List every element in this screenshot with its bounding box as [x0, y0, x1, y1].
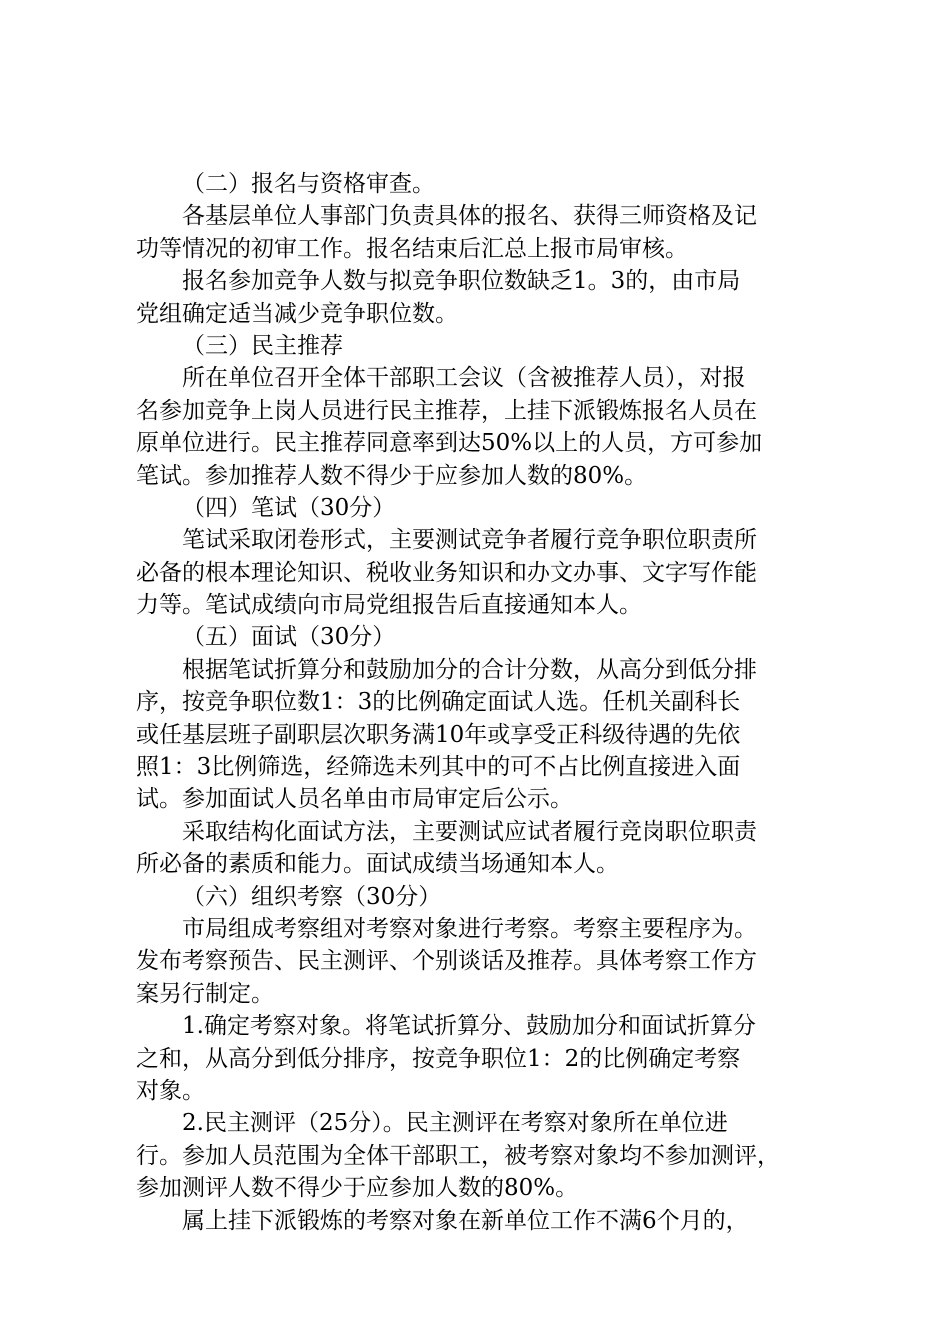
paragraph-line: 之和，从高分到低分排序，按竞争职位1：2的比例确定考察: [136, 1045, 741, 1072]
paragraph-line: 对象。: [136, 1077, 205, 1104]
paragraph-line: 名参加竞争上岗人员进行民主推荐，上挂下派锻炼报名人员在: [136, 397, 757, 424]
paragraph-line: 功等情况的初审工作。报名结束后汇总上报市局审核。: [136, 235, 688, 262]
section-heading: （二）报名与资格审查。: [182, 171, 435, 197]
paragraph-line: 发布考察预告、民主测评、个别谈话及推荐。具体考察工作方: [136, 948, 757, 975]
paragraph-line: 市局组成考察组对考察对象进行考察。考察主要程序为。: [182, 915, 757, 942]
document-body: [136, 168, 826, 1237]
paragraph-line: 参加测评人数不得少于应参加人数的80%。: [136, 1175, 579, 1202]
paragraph-line: 属上挂下派锻炼的考察对象在新单位工作不满6个月的，: [182, 1207, 749, 1234]
section-heading: （六）组织考察（30分）: [182, 883, 442, 910]
section-heading: （五）面试（30分）: [182, 624, 396, 651]
paragraph-line: 报名参加竞争人数与拟竞争职位数缺乏1。3的，由市局: [182, 268, 741, 295]
paragraph-line: 案另行制定。: [136, 980, 274, 1007]
paragraph-line: 所在单位召开全体干部职工会议（含被推荐人员），对报: [182, 365, 746, 392]
paragraph-line: 根据笔试折算分和鼓励加分的合计分数，从高分到低分排: [182, 656, 757, 683]
section-heading: （三）民主推荐: [182, 332, 343, 359]
paragraph-line: 采取结构化面试方法，主要测试应试者履行竞岗职位职责: [182, 818, 757, 845]
paragraph-line: 试。参加面试人员名单由市局审定后公示。: [136, 786, 573, 813]
paragraph-line: 或任基层班子副职层次职务满10年或享受正科级待遇的先依: [136, 721, 741, 748]
paragraph-line: 原单位进行。民主推荐同意率到达50%以上的人员，方可参加: [136, 430, 763, 457]
paragraph-line: 1.确定考察对象。将笔试折算分、鼓励加分和面试折算分: [182, 1013, 756, 1040]
paragraph-line: 笔试。参加推荐人数不得少于应参加人数的80%。: [136, 462, 648, 489]
paragraph-line: 行。参加人员范围为全体干部职工，被考察对象均不参加测评，: [136, 1142, 780, 1169]
paragraph-line: 笔试采取闭卷形式，主要测试竞争者履行竞争职位职责所: [182, 527, 757, 554]
paragraph-line: 所必备的素质和能力。面试成绩当场通知本人。: [136, 851, 619, 878]
paragraph-line: 各基层单位人事部门负责具体的报名、获得三师资格及记: [182, 203, 757, 230]
paragraph-line: 党组确定适当减少竞争职位数。: [136, 300, 458, 327]
paragraph-line: 必备的根本理论知识、税收业务知识和办文办事、文字写作能: [136, 559, 757, 586]
section-heading: （四）笔试（30分）: [182, 494, 396, 521]
paragraph-line: 照1：3比例筛选，经筛选未列其中的可不占比例直接进入面: [136, 754, 741, 781]
paragraph-line: 2.民主测评（25分）。民主测评在考察对象所在单位进: [182, 1110, 728, 1137]
paragraph-line: 力等。笔试成绩向市局党组报告后直接通知本人。: [136, 592, 642, 619]
paragraph-line: 序，按竞争职位数1：3的比例确定面试人选。任机关副科长: [136, 689, 741, 716]
